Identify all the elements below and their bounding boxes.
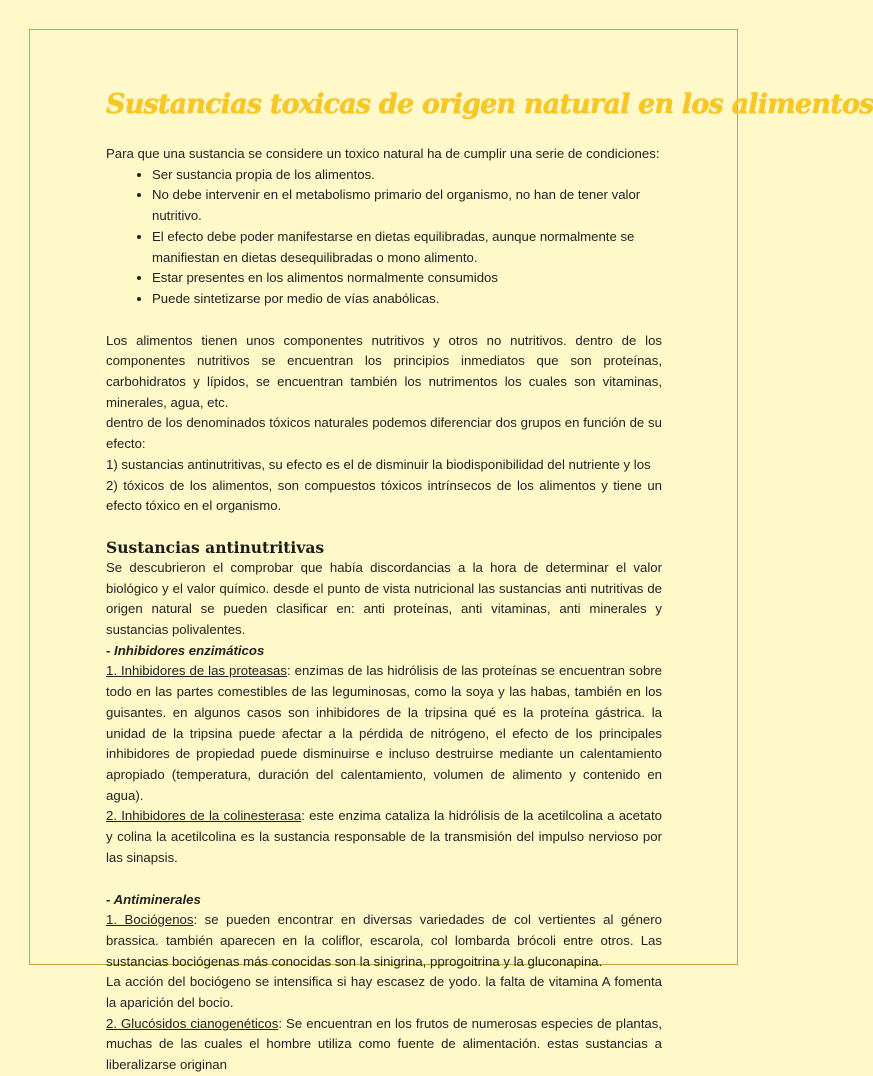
conditions-list bbox=[106, 165, 662, 310]
antiminerals-item-2-label: 2. Glucósidos cianogenéticos bbox=[106, 1015, 279, 1031]
section-intro: Se descubrieron el comprobar que había discordancias a la hora de determinar el valor biológico y el valor químico. desde el punto de vista nutricional las sustancias anti nutritivas de origen natural se pueden clasificar en: anti proteínas, anti vitaminas, anti minerales y sustancias polivalentes. bbox=[106, 559, 662, 638]
condition-item: • El efecto debe poder manifestarse en dietas equilibradas, aunque normalmente se manifiestan en dietas desequilibradas o mono alimento. bbox=[152, 227, 662, 268]
condition-item: • No debe intervenir en el metabolismo primario del organismo, no han de tener valor nutritivo. bbox=[152, 185, 662, 226]
document-body bbox=[106, 88, 873, 1076]
document-title: Sustancias toxicas de origen natural en los alimentos bbox=[106, 89, 873, 120]
intro-text: Para que una sustancia se considere un toxico natural ha de cumplir una serie de condiciones: bbox=[106, 146, 660, 161]
condition-item: • Estar presentes en los alimentos normalmente consumidos bbox=[152, 268, 662, 289]
components-paragraph: Los alimentos tienen unos componentes nutritivos y otros no nutritivos. dentro de los componentes nutritivos se encuentran los principios inmediatos que son proteínas, carbohidratos y lípidos, se encuentran también los nutrimentos los cuales son vitaminas, minerales, agua, etc. bbox=[106, 332, 662, 410]
section-heading: Sustancias antinutritivas bbox=[106, 537, 325, 557]
antiminerals-heading: - Antiminerales bbox=[106, 891, 201, 907]
antiminerals-item-1-text: : se pueden encontrar en diversas variedades de col vertientes al género brassica. también aparecen en la coliflor, escarola, col lombarda brócoli entre otros. Las sustancias bociógenas más conocidas son la sinigrina, pprogoitrina y la gluconapina. bbox=[106, 912, 662, 969]
condition-item: • Puede sintetizarse por medio de vías anabólicas. bbox=[152, 289, 662, 310]
antiminerals-item-1-label: 1. Bociógenos bbox=[106, 912, 194, 928]
inhibitors-item-1-text: : enzimas de las hidrólisis de las proteínas se encuentran sobre todo en las partes comestibles de las leguminosas, como la soya y las habas, también en los guisantes. en algunos casos son inhibidores de la tripsina qué es la proteína gástrica. la unidad de la tripsina puede afectar a la pérdida de nitrógeno, el efecto de los principales inhibidores de propiedad puede disminuirse e incluso destruirse mediante un calentamiento apropiado (temperatura, duración del calentamiento, volumen de alimento y contenido en agua). bbox=[106, 663, 663, 803]
group-2-text: 2) tóxicos de los alimentos, son compuestos tóxicos intrínsecos de los alimentos y tiene un efecto tóxico en el organismo. bbox=[106, 477, 662, 514]
group-1-text: 1) sustancias antinutritivas, su efecto es el de disminuir la biodisponibilidad del nutriente y los bbox=[106, 456, 651, 472]
inhibitors-item-2-text: : este enzima cataliza la hidrólisis de la acetilcolina a acetato y colina la acetilcolina es la sustancia responsable de la transmisión del impulso nervioso por las sinapsis. bbox=[106, 808, 662, 865]
antiminerals-item-1 bbox=[106, 910, 662, 972]
inhibitors-item-1-label: 1. Inhibidores de las proteasas bbox=[106, 663, 287, 679]
inhibitors-item-2-label: 2. Inhibidores de la colinesterasa bbox=[106, 808, 302, 824]
inhibitors-heading: - Inhibidores enzimáticos bbox=[106, 642, 265, 658]
antiminerals-paragraph: La acción del bociógeno se intensifica si hay escasez de yodo. la falta de vitamina A fomenta la aparición del bocio. bbox=[106, 974, 662, 1011]
antiminerals-item-2-text: : Se encuentran en los frutos de numerosas especies de plantas, muchas de las cuales el hombre utiliza como fuente de alimentación. estas sustancias a liberalizarse originan bbox=[106, 1015, 662, 1073]
inhibitors-item-1 bbox=[106, 661, 662, 806]
condition-item: • Ser sustancia propia de los alimentos. bbox=[152, 165, 662, 186]
antiminerals-item-2 bbox=[106, 1014, 662, 1076]
inhibitors-item-2 bbox=[106, 806, 662, 868]
groups-paragraph: dentro de los denominados tóxicos naturales podemos diferenciar dos grupos en función de su efecto: bbox=[106, 415, 662, 452]
